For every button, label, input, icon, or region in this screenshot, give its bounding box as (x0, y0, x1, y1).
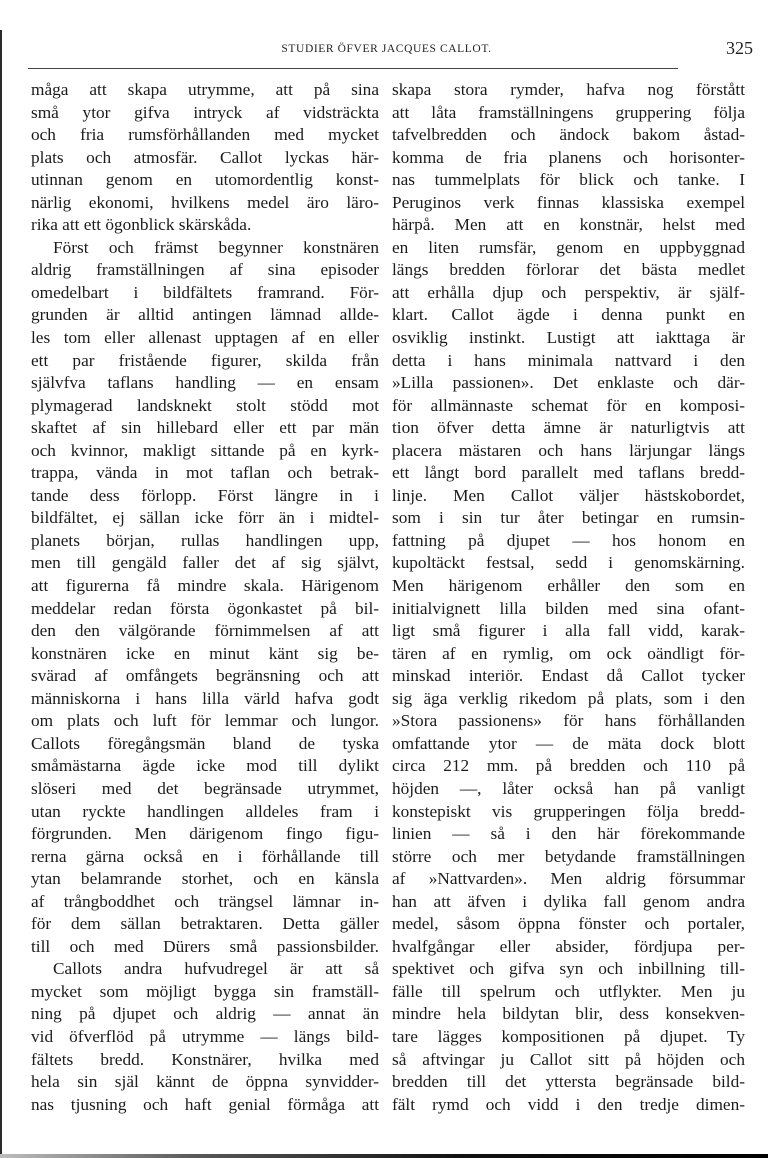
text-line: skaftet af sin hillebard eller ett par män (31, 418, 379, 438)
text-line: tion öfver detta ämne är naturligtvis att (392, 418, 745, 438)
text-line: »Stora passionens» för hans förhållanden (392, 711, 745, 731)
text-line: Men härigenom erhåller den som en (392, 576, 745, 596)
text-line: grunden är alltid antingen lämnad allde- (31, 305, 379, 325)
text-line: ett långt bord parallelt med taflans bredd- (392, 463, 745, 483)
text-line: nas tummelplats för blick och tanke. I (392, 170, 745, 190)
text-line: större och mer betydande framställningen (392, 846, 745, 866)
text-line: osviklig instinkt. Lustigt att iakttaga är (392, 328, 745, 348)
text-line: att erhålla djup och perspektiv, är själf- (392, 282, 745, 302)
text-line: förgrunden. Men därigenom fingo figu- (31, 824, 379, 844)
text-line: mycket som möjligt bygga sin framställ- (31, 981, 379, 1001)
text-line: af »Nattvarden». Men aldrig försummar (392, 869, 745, 889)
page-bottom-edge (0, 1154, 768, 1158)
text-line: längs bredden förlorar det bästa medlet (392, 260, 745, 280)
text-line: konstnären icke en minut känt sig be- (31, 643, 379, 663)
text-line: till och med Dürers små passionsbilder. (31, 936, 379, 956)
text-line: små ytor gifva intryck af vidsträckta (31, 102, 379, 122)
text-line: Peruginos verk finnas klassiska exempel (392, 192, 745, 212)
text-line: tären af en rymlig, om ock oändligt för- (392, 643, 745, 663)
text-line: att låta framställningens gruppering följa (392, 102, 745, 122)
text-line: ett par fristående figurer, skilda från (31, 350, 379, 370)
text-line: fältets bredd. Konstnärer, hvilka med (31, 1049, 379, 1069)
text-line: rerna gärna också en i förhållande till (31, 846, 379, 866)
header-rule (28, 68, 678, 69)
text-line: bredden till det yttersta begränsade bild- (392, 1072, 745, 1092)
text-line: af trångboddhet och trängsel lämnar in- (31, 891, 379, 911)
text-line: tare lägges kompositionen på djupet. Ty (392, 1026, 745, 1046)
page-header (20, 40, 753, 64)
text-line: ligt små figurer i alla fall vidd, karak- (392, 621, 745, 641)
text-line: självfva taflans handling — en ensam (31, 373, 379, 393)
text-line: Callots andra hufvudregel är att så (53, 959, 379, 979)
text-line: omedelbart i bildfältets framrand. För- (31, 282, 379, 302)
text-line: hela sin själ kännt de öppna synvidder- (31, 1072, 379, 1092)
text-line: att figurerna få mindre skala. Härigenom (31, 576, 379, 596)
text-line: aldrig framställningen af sina episoder (31, 260, 379, 280)
text-line: Först och främst begynner konstnären (53, 237, 379, 257)
text-line: den den välgörande förnimmelsen af att (31, 621, 379, 641)
text-line: les tom eller allenast upptagen af en eller (31, 328, 379, 348)
text-line: han att äfven i dylika fall genom andra (392, 891, 745, 911)
text-line: omfattande ytor — de mäta dock blott (392, 733, 745, 753)
text-line: slöseri med det begränsade utrymmet, (31, 778, 379, 798)
text-line: vid öfverflöd på utrymme — längs bild- (31, 1026, 379, 1046)
text-line: konstepiskt vis grupperingen följa bredd- (392, 801, 745, 821)
text-line: människorna i hans lilla värld hafva godt (31, 688, 379, 708)
text-line: fattning på djupet — hos honom en (392, 530, 745, 550)
text-line: bildfältet, ej sällan icke förr än i midtel- (31, 508, 379, 528)
text-line: plats och atmosfär. Callot lyckas här- (31, 147, 379, 167)
text-line: klart. Callot ägde i denna punkt en (392, 305, 745, 325)
text-line: om plats och luft för lemmar och lungor. (31, 711, 379, 731)
left-column (31, 79, 379, 1116)
text-line: tafvelbredden och ändock bakom åstad- (392, 125, 745, 145)
text-line: linien — så i den här förekommande (392, 824, 745, 844)
text-line: utan ryckte handlingen alldeles fram i (31, 801, 379, 821)
text-line: svärad af omfångets begränsning och att (31, 666, 379, 686)
text-line: närlig ekonomi, hvilkens medel äro läro- (31, 192, 379, 212)
text-line: och kvinnor, makligt sittande på en kyrk- (31, 440, 379, 460)
text-line: skapa stora rymder, hafva nog förstått (392, 80, 745, 99)
text-line: hvalfgångar eller absider, fördjupa per- (392, 936, 745, 956)
text-line: trappa, vända in mot taflan och betrak- (31, 463, 379, 483)
text-line: plymagerad landsknekt stolt stödd mot (31, 395, 379, 415)
text-line: fält rymd och vidd i den tredje dimen- (392, 1094, 745, 1114)
text-line: »Lilla passionen». Det enklaste och där- (392, 373, 745, 393)
text-line: ytan belamrande storhet, och en känsla (31, 869, 379, 889)
text-line: medel, såsom öppna fönster och portaler, (392, 914, 745, 934)
text-line: detta i hans minimala nattvard i den (392, 350, 745, 370)
page-number: 325 (726, 38, 753, 58)
text-line: härpå. Men att en konstnär, helst med (392, 215, 745, 235)
text-line: ning på djupet och aldrig — annat än (31, 1004, 379, 1024)
text-line: rika att ett ögonblick skärskåda. (31, 215, 252, 235)
text-line: mindre hela bildytan blir, dess konsekven- (392, 1004, 745, 1024)
text-line: som i sin tur åter betingar en rumsin- (392, 508, 745, 528)
text-line: initialvignett lilla bilden med sina ofant- (392, 598, 745, 618)
text-line: linje. Men Callot väljer hästskobordet, (392, 485, 745, 505)
text-line: tande dess förlopp. Först längre in i (31, 485, 379, 505)
page-left-edge (0, 30, 2, 1158)
right-column (392, 79, 745, 1116)
text-line: men till gengäld faller det af sig självt, (31, 553, 379, 573)
text-line: för allmännaste schemat för en komposi- (392, 395, 745, 415)
text-line: meddelar redan första ögonkastet på bil- (31, 598, 379, 618)
text-line: en liten rumsfär, genom en uppbyggnad (392, 237, 745, 257)
text-line: planets början, rullas handlingen upp, (31, 530, 379, 550)
text-line: för dem sällan betraktaren. Detta gäller (31, 914, 379, 934)
text-line: Callots föregångsmän bland de tyska (31, 733, 379, 753)
text-line: fälle till spelrum och utflykter. Men ju (392, 981, 745, 1001)
text-line: och fria rumsförhållanden med mycket (31, 125, 379, 145)
text-line: placera mästaren och hans lärjungar längs (392, 440, 745, 460)
text-line: småmästarna ägde icke mod till dylikt (31, 756, 379, 776)
text-line: kupoltäckt festsal, sedd i genomskärning. (392, 553, 745, 573)
text-line: utinnan genom en utomordentlig konst- (31, 170, 379, 190)
text-line: minskad interiör. Endast då Callot tycker (392, 666, 745, 686)
running-title: STUDIER ÖFVER JACQUES CALLOT. (281, 43, 492, 55)
text-line: spektivet och gifva syn och inbillning till- (392, 959, 745, 979)
text-line: måga att skapa utrymme, att på sina (31, 80, 379, 99)
text-line: så aftvingar ju Callot sitt på höjden och (392, 1049, 745, 1069)
text-line: höjden —, låter också han på vanligt (392, 778, 745, 798)
text-line: circa 212 mm. på bredden och 110 på (392, 756, 745, 776)
text-line: nas tjusning och haft genial förmåga att (31, 1094, 379, 1114)
text-line: sig äga verklig rikedom på plats, som i den (392, 688, 745, 708)
text-line: komma de fria planens och horisonter- (392, 147, 745, 167)
